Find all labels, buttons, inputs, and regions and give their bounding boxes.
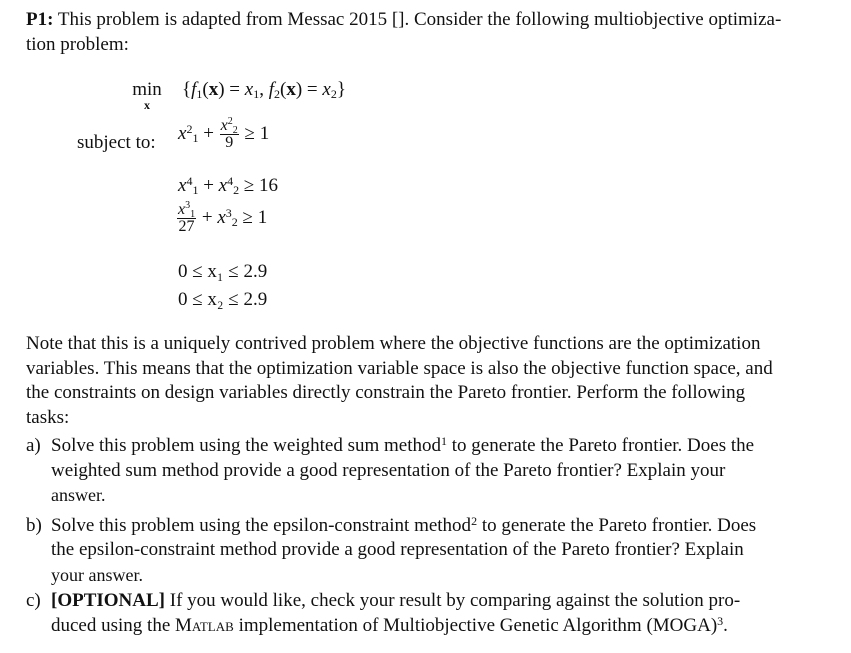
min-subscript: x [144, 98, 150, 112]
objective-set: {$f_1(x) = x_1$, $f_2(x) = x_2$} [182, 79, 346, 101]
problem-intro [26, 8, 826, 57]
rhs-1: 1 [259, 122, 270, 144]
denominator-9: 9 [225, 134, 234, 151]
intro-line-1: This problem is adapted from Messac 2015 []. Consider the following multiobjective optimiza- [53, 9, 782, 30]
footnote-ref: 3 [717, 613, 724, 628]
task-label: b) [26, 514, 42, 536]
subject-to-label: subject to: [77, 132, 156, 153]
task-label: c) [26, 590, 41, 611]
footnote-ref: 1 [441, 434, 447, 448]
constraint-2: $x^4_1 + x^4_2 \ge 16$ [178, 174, 279, 197]
task-a: a) Solve this problem using the weighted sum method$^1$ to generate the Pareto frontier. Does the weighted sum method provide a good representation of the Pareto frontier? Explain your answer. [26, 434, 755, 505]
note-line: Note that this is a uniquely contrived problem where the objective functions are the optimization [26, 333, 761, 354]
note-line: the constraints on design variables directly constrain the Pareto frontier. Perform the following [26, 382, 746, 403]
footnote-ref: 2 [471, 513, 478, 528]
task-list [0, 434, 825, 638]
intro-line-2: tion problem: [26, 33, 129, 55]
bound-x2: 0 ≤ x₂ ≤ 2.9 [178, 289, 268, 310]
note-line: tasks: [26, 406, 70, 428]
constraint-3: $\frac{x^3_1}{27}$ + $x^3_2 \ge 1$ [178, 200, 268, 235]
optional-tag: [OPTIONAL] [51, 590, 165, 611]
constraint-1: $x^2_1$ + $\frac{x^2_2}{9}$ ≥ 1 [178, 116, 270, 151]
task-b: b) Solve this problem using the epsilon-constraint method$^2$ to generate the Pareto frontier. Does the epsilon-constraint method provide a good representation of the Pareto frontier? Explain your answer. [26, 513, 757, 585]
matlab-name: Matlab [175, 614, 234, 636]
denominator-27: 27 [178, 218, 195, 235]
bound-x1: 0 ≤ x₁ ≤ 2.9 [178, 261, 268, 282]
note-line: variables. This means that the optimization variable space is also the objective function space, and [26, 357, 773, 379]
task-c: c) [OPTIONAL] If you would like, check your result by comparing against the solution pro- duced using the Matlab implementation of Multiobjective Genetic Algorithm (MOGA)$^3$. [26, 590, 741, 636]
rhs-16: 16 [259, 175, 279, 196]
task-label: a) [26, 435, 41, 456]
rhs-1b: 1 [257, 206, 268, 228]
min-operator: min x [130, 80, 164, 110]
note-paragraph [26, 332, 824, 430]
problem-label: P1: [26, 9, 54, 30]
